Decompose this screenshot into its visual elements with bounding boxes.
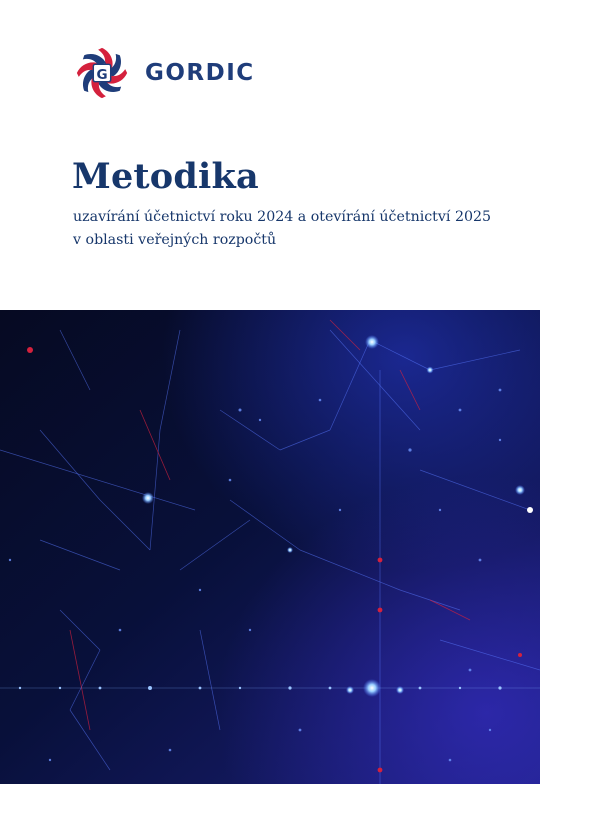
- brand-logo: [73, 45, 255, 101]
- document-subtitle: [73, 206, 553, 252]
- brand-name: GORDIC: [145, 60, 255, 86]
- subtitle-line-2: v oblasti veřejných rozpočtů: [73, 232, 277, 248]
- document-title: Metodika: [72, 156, 259, 197]
- gordic-logo-icon: [73, 44, 131, 102]
- subtitle-line-1: uzavírání účetnictví roku 2024 a otevírání účetnictví 2025: [73, 209, 492, 225]
- logo-letter: G: [96, 66, 108, 83]
- network-nodes-illustration: [0, 310, 540, 784]
